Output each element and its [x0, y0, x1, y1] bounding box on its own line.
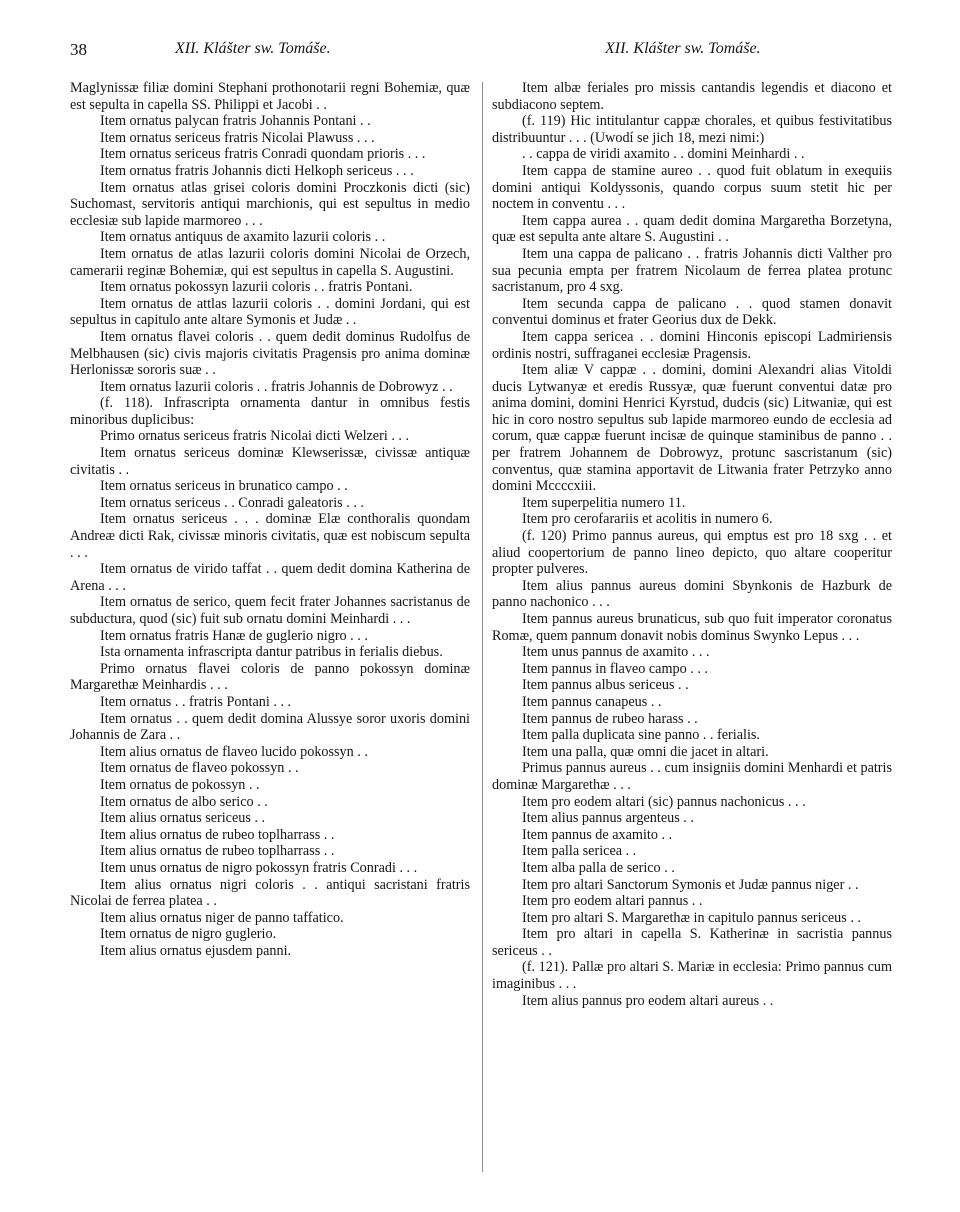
paragraph: Item ornatus sericeus . . . dominæ Elæ conthoralis quondam Andreæ dicti Rak, civissæ minoris civitatis, quæ est nobiscum sepulta . . . — [70, 511, 470, 561]
paragraph: Item pro altari S. Margarethæ in capitulo pannus sericeus . . — [522, 909, 861, 926]
paragraph: . . cappa de viridi axamito . . domini Meinhardi . . — [522, 146, 805, 163]
paragraph: Item ornatus pokossyn lazurii coloris . . fratris Pontani. — [100, 279, 413, 296]
paragraph: Item ornatus antiquus de axamito lazurii coloris . . — [100, 229, 386, 246]
paragraph: Item ornatus lazurii coloris . . fratris Johannis de Dobrowyz . . — [100, 378, 453, 395]
paragraph: Item albæ feriales pro missis cantandis legendis et diacono et subdiacono septem. — [492, 80, 892, 113]
paragraph: Item alius pannus pro eodem altari aureus . . — [522, 992, 774, 1009]
paragraph: Item pannus albus sericeus . . — [522, 677, 689, 694]
paragraph: Item cappa sericea . . domini Hinconis episcopi Ladmiriensis ordinis nostri, suffraganei ecclesiæ Pragensis. — [492, 328, 892, 362]
running-head-right: XII. Klášter sw. Tomáše. — [605, 40, 761, 57]
paragraph: Item alius pannus aureus domini Sbynkonis de Hazburk de panno nachonico . . . — [492, 577, 892, 611]
paragraph: (f. 119) Hic intitulantur cappæ chorales, et quibus festivitatibus distribuuntur . . . (Uwodí se jich 18, mezi nimi:) — [492, 113, 892, 146]
paragraph: Item unus ornatus de nigro pokossyn fratris Conradi . . . — [100, 859, 418, 876]
paragraph: Item alius ornatus de rubeo toplharrass . . — [100, 843, 335, 860]
paragraph: Item alius ornatus sericeus . . — [100, 810, 266, 827]
paragraph: Item aliæ V cappæ . . domini, domini Alexandri alias Vitoldi ducis Lytwanyæ et eredis Russyæ, quæ fuerunt conventui datæ pro anima domini, domini Henrici Kyrstud, dudcis (sic) Litwaniæ, qui est hic in coro nostro sepultus sub lapide marmoreo eundo de ecclesia ad corum, quæ cappæ fuerunt incisæ de quinque staminibus de panno . . per fratrem Johannem de Dobrowyz, protunc sascristanum (sic) conventus, quæ stamina apportavit de Litwania frater Petrzyko anno domini Mccccxiii. — [492, 362, 892, 495]
paragraph: Item ornatus sericeus fratris Nicolai Plawuss . . . — [100, 129, 375, 146]
paragraph: Item cappa de stamine aureo . . quod fuit oblatum in exequiis domini antiqui Koldyssonis, quando corpus suum stetit hic per noctem in conventu . . . — [492, 162, 892, 213]
paragraph: Item alius ornatus niger de panno taffatico. — [100, 909, 344, 926]
paragraph: Item ornatus de serico, quem fecit frater Johannes sacristanus de subductura, quod (sic) fuit sub ornatu domini Meinhardi . . . — [70, 594, 470, 627]
paragraph: Item ornatus fratris Johannis dicti Helkoph sericeus . . . — [100, 162, 414, 179]
left-column — [70, 80, 470, 959]
paragraph: Item pro eodem altari (sic) pannus nachonicus . . . — [522, 793, 806, 810]
paragraph: Item pannus de axamito . . — [522, 826, 673, 843]
paragraph: Item pro altari Sanctorum Symonis et Judæ pannus niger . . — [522, 876, 859, 893]
paragraph: Item pannus in flaveo campo . . . — [522, 660, 708, 677]
paragraph: Item ornatus fratris Hanæ de guglerio nigro . . . — [100, 627, 368, 644]
paragraph: Item pannus de rubeo harass . . — [522, 710, 698, 727]
paragraph: Item pro cerofarariis et acolitis in numero 6. — [522, 511, 773, 528]
paragraph: Item ornatus sericeus dominæ Klewserissæ, civissæ antiquæ civitatis . . — [70, 445, 470, 478]
paragraph: Item ornatus sericeus . . Conradi galeatoris . . . — [100, 494, 364, 511]
paragraph: Item secunda cappa de palicano . . quod stamen donavit conventui dominus et frater Georius dux de Dekk. — [492, 295, 892, 329]
paragraph: Item alius ornatus ejusdem panni. — [100, 942, 292, 959]
paragraph: Item una cappa de palicano . . fratris Johannis dicti Valther pro sua pecunia empta per fratrem Nicolaum de ferrea platea protunc sacristanum, pro 4 sxg. — [492, 245, 892, 296]
paragraph: Primo ornatus flavei coloris de panno pokossyn dominæ Margarethæ Meinhardis . . . — [70, 660, 470, 694]
paragraph: Item ornatus sericeus fratris Conradi quondam prioris . . . — [100, 146, 426, 163]
paragraph: Item pro altari in capella S. Katherinæ in sacristia pannus sericeus . . — [492, 926, 892, 959]
paragraph: Item ornatus atlas grisei coloris domini Proczkonis dicti (sic) Suchomast, servitoris antiqui marchionis, qui est sepultus in medio ecclesiæ sub lapide marmoreo . . . — [70, 179, 470, 229]
paragraph: Item pannus aureus brunaticus, sub quo fuit imperator coronatus Romæ, quem pannum donavit nobis dominus Swynko Lepus . . . — [492, 611, 892, 644]
paragraph: (f. 120) Primo pannus aureus, qui emptus est pro 18 sxg . . et aliud coopertorium de panno lineo depicto, quo altare cooperitur propter pulveres. — [492, 528, 892, 578]
paragraph: Item alius pannus argenteus . . — [522, 810, 694, 827]
paragraph: Item alius ornatus de rubeo toplharrass . . — [100, 826, 335, 843]
paragraph: Primus pannus aureus . . cum insigniis domini Menhardi et patris dominæ Margarethæ . . . — [492, 760, 892, 793]
paragraph: Item alius ornatus nigri coloris . . antiqui sacristani fratris Nicolai de ferrea platea . . — [70, 876, 470, 910]
paragraph: (f. 121). Pallæ pro altari S. Mariæ in ecclesia: Primo pannus cum imaginibus . . . — [492, 959, 892, 993]
paragraph: Item ornatus de attlas lazurii coloris . . domini Jordani, qui est sepultus in capitulo ante altare Symonis et Judæ . . — [70, 295, 470, 329]
paragraph: Item ornatus sericeus in brunatico campo . . — [100, 478, 348, 495]
paragraph: Item ornatus de albo serico . . — [100, 793, 268, 810]
paragraph: Item palla sericea . . — [522, 843, 637, 860]
paragraph: Item unus pannus de axamito . . . — [522, 644, 710, 661]
right-column — [492, 80, 892, 1009]
paragraph: Item ornatus . . quem dedit domina Alussye soror uxoris domini Johannis de Zara . . — [70, 710, 470, 744]
column-divider — [482, 82, 483, 1172]
paragraph: Item ornatus de pokossyn . . — [100, 776, 260, 793]
paragraph: Item ornatus flavei coloris . . quem dedit dominus Rudolfus de Melbhausen (sic) civis majoris civitatis Pragensis pro anima dominæ Herlonissæ sororis suæ . . — [70, 328, 470, 379]
paragraph: Item cappa aurea . . quam dedit domina Margaretha Borzetyna, quæ est sepulta ante altare S. Augustini . . — [492, 212, 892, 246]
paragraph: Item superpelitia numero 11. — [522, 494, 686, 511]
page-number: 38 — [70, 40, 87, 59]
paragraph: Item ornatus de nigro guglerio. — [100, 926, 277, 943]
paragraph: Item ornatus palycan fratris Johannis Pontani . . — [100, 113, 371, 130]
paragraph: Maglynissæ filiæ domini Stephani prothonotarii regni Bohemiæ, quæ est sepulta in capella SS. Philippi et Jacobi . . — [70, 80, 470, 113]
paragraph: Item ornatus de atlas lazurii coloris domini Nicolai de Orzech, camerarii reginæ Bohemiæ, qui est sepultus in capella S. Augustini. — [70, 245, 470, 279]
paragraph: Item una palla, quæ omni die jacet in altari. — [522, 743, 769, 760]
paragraph: Item palla duplicata sine panno . . ferialis. — [522, 727, 760, 744]
paragraph: Item pro eodem altari pannus . . — [522, 893, 703, 910]
paragraph: Item ornatus de virido taffat . . quem dedit domina Katherina de Arena . . . — [70, 561, 470, 594]
paragraph: Item alius ornatus de flaveo lucido pokossyn . . — [100, 743, 368, 760]
paragraph: Ista ornamenta infrascripta dantur patribus in ferialis diebus. — [100, 644, 443, 661]
paragraph: (f. 118). Infrascripta ornamenta dantur in omnibus festis minoribus duplicibus: — [70, 395, 470, 428]
running-head-left: XII. Klášter sw. Tomáše. — [175, 40, 331, 57]
paragraph: Item ornatus . . fratris Pontani . . . — [100, 693, 292, 710]
paragraph: Item pannus canapeus . . — [522, 693, 662, 710]
paragraph: Item ornatus de flaveo pokossyn . . — [100, 760, 299, 777]
paragraph: Item alba palla de serico . . — [522, 859, 675, 876]
paragraph: Primo ornatus sericeus fratris Nicolai dicti Welzeri . . . — [100, 428, 410, 445]
page-header — [70, 40, 890, 64]
